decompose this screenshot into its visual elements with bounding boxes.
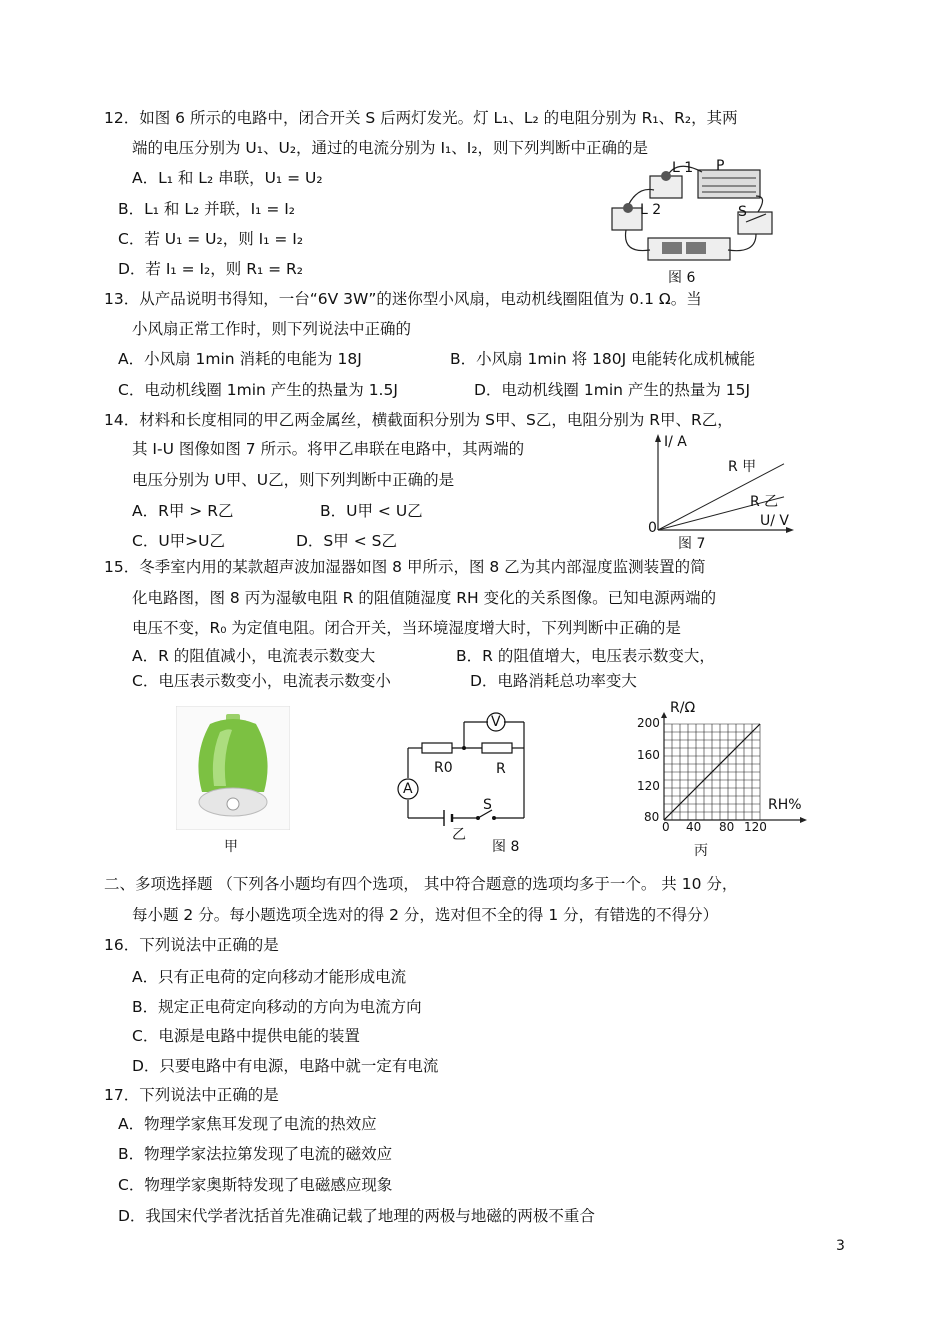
q14-stem-line1: 14．材料和长度相同的甲乙两金属丝，横截面积分别为 S甲、S乙，电阻分别为 R甲、R乙，: [104, 411, 733, 429]
figure-6-label-l1: L 1: [672, 160, 694, 176]
q17-option-a: A．物理学家焦耳发现了电流的热效应: [118, 1115, 377, 1133]
q12-stem-line1: 12．如图 6 所示的电路中，闭合开关 S 后两灯发光。灯 L₁、L₂ 的电阻分别为 R₁、R₂，其两: [104, 109, 738, 127]
fig7-origin: 0: [648, 520, 657, 536]
bing-xtick-0: 0: [662, 820, 670, 834]
bing-ytick-200: 200: [637, 716, 660, 730]
q15-option-a: A．R 的阻值减小，电流表示数变大: [132, 647, 376, 665]
bing-ytick-160: 160: [637, 748, 660, 762]
q15-stem-line1: 15．冬季室内用的某款超声波加湿器如图 8 甲所示，图 8 乙为其内部湿度监测装置的简: [104, 558, 706, 576]
q17-option-c: C．物理学家奥斯特发现了电磁感应现象: [118, 1176, 393, 1194]
circuit-voltmeter-label: V: [491, 714, 501, 730]
q17-stem: 17．下列说法中正确的是: [104, 1086, 279, 1104]
q13-option-a: A．小风扇 1min 消耗的电能为 18J: [118, 350, 362, 368]
figure-6-label-s: S: [738, 204, 747, 220]
q14-option-b: B．U甲 < U乙: [320, 502, 423, 520]
figure-6-label-p: P: [716, 158, 725, 174]
figure-6-caption: 图 6: [668, 270, 696, 286]
page-number: 3: [836, 1238, 845, 1254]
q16-stem: 16．下列说法中正确的是: [104, 936, 279, 954]
q15-option-d: D．电路消耗总功率变大: [470, 672, 637, 690]
q13-option-d: D．电动机线圈 1min 产生的热量为 15J: [474, 381, 751, 399]
fig7-ylabel: I/ A: [664, 434, 687, 450]
fig7-xlabel: U/ V: [760, 513, 789, 529]
q14-option-c: C．U甲>U乙: [132, 532, 226, 550]
bing-ytick-120: 120: [637, 779, 660, 793]
q12-option-c: C．若 U₁ = U₂，则 I₁ = I₂: [118, 230, 304, 248]
q16-option-d: D．只要电路中有电源，电路中就一定有电流: [132, 1057, 439, 1075]
humidifier-image: [176, 706, 290, 830]
bing-xtick-80: 80: [719, 820, 735, 834]
q12-option-a: A．L₁ 和 L₂ 串联，U₁ = U₂: [132, 169, 323, 187]
circuit-r-label: R: [496, 761, 506, 777]
q13-option-c: C．电动机线圈 1min 产生的热量为 1.5J: [118, 381, 398, 399]
fig7-caption: 图 7: [678, 536, 706, 552]
q14-stem-line2: 其 I-U 图像如图 7 所示。将甲乙串联在电路中，其两端的: [132, 440, 525, 458]
q14-option-d: D．S甲 < S乙: [296, 532, 397, 550]
q17-option-b: B．物理学家法拉第发现了电流的磁效应: [118, 1145, 393, 1163]
q12-option-b: B．L₁ 和 L₂ 并联，I₁ = I₂: [118, 200, 296, 218]
bing-ytick-80: 80: [644, 810, 660, 824]
q14-stem-line3: 电压分别为 U甲、U乙，则下列判断中正确的是: [132, 471, 455, 489]
q12-option-d: D．若 I₁ = I₂，则 R₁ = R₂: [118, 260, 304, 278]
fig8-yi-caption: 乙: [452, 827, 466, 843]
bing-xtick-40: 40: [686, 820, 702, 834]
q13-option-b: B．小风扇 1min 将 180J 电能转化成机械能: [450, 350, 756, 368]
fig8-caption: 图 8: [492, 839, 520, 855]
fig8-jia-caption: 甲: [224, 839, 238, 855]
q15-option-c: C．电压表示数变小，电流表示数变小: [132, 672, 391, 690]
bing-xtick-120: 120: [744, 820, 767, 834]
circuit-ammeter-label: A: [403, 781, 413, 797]
q16-option-c: C．电源是电路中提供电能的装置: [132, 1027, 360, 1045]
q15-option-b: B．R 的阻值增大，电压表示数变大，: [456, 647, 715, 665]
q12-stem-line2: 端的电压分别为 U₁、U₂，通过的电流分别为 I₁、I₂，则下列判断中正确的是: [132, 139, 649, 157]
fig7-line2-label: R 乙: [750, 494, 779, 510]
q16-option-b: B．规定正电荷定向移动的方向为电流方向: [132, 998, 422, 1016]
q15-stem-line2: 化电路图，图 8 丙为湿敏电阻 R 的阻值随湿度 RH 变化的关系图像。已知电源两端的: [132, 589, 717, 607]
q14-option-a: A．R甲 > R乙: [132, 502, 234, 520]
q16-option-a: A．只有正电荷的定向移动才能形成电流: [132, 968, 407, 986]
bing-ylabel: R/Ω: [670, 700, 696, 716]
bing-xlabel: RH%: [768, 797, 802, 813]
q15-stem-line3: 电压不变，R₀ 为定值电阻。闭合开关，当环境湿度增大时，下列判断中正确的是: [132, 619, 681, 637]
fig8-bing-caption: 丙: [694, 843, 708, 859]
section2-heading-line1: 二、多项选择题 （下列各小题均有四个选项， 其中符合题意的选项均多于一个。 共 10 分，: [104, 875, 738, 893]
fig7-line1-label: R 甲: [728, 459, 757, 475]
figure-6-label-l2: L 2: [640, 202, 662, 218]
circuit-r0-label: R0: [434, 760, 453, 776]
circuit-switch-label: S: [483, 797, 492, 813]
q13-stem-line2: 小风扇正常工作时，则下列说法中正确的: [132, 320, 412, 338]
q13-stem-line1: 13．从产品说明书得知，一台“6V 3W”的迷你型小风扇，电动机线圈阻值为 0.1 Ω。当: [104, 290, 702, 308]
section2-heading-line2: 每小题 2 分。每小题选项全选对的得 2 分，选对但不全的得 1 分，有错选的不得分）: [132, 906, 719, 924]
q17-option-d: D．我国宋代学者沈括首先准确记载了地理的两极与地磁的两极不重合: [118, 1207, 595, 1225]
fig8-circuit-diagram: [394, 708, 534, 832]
